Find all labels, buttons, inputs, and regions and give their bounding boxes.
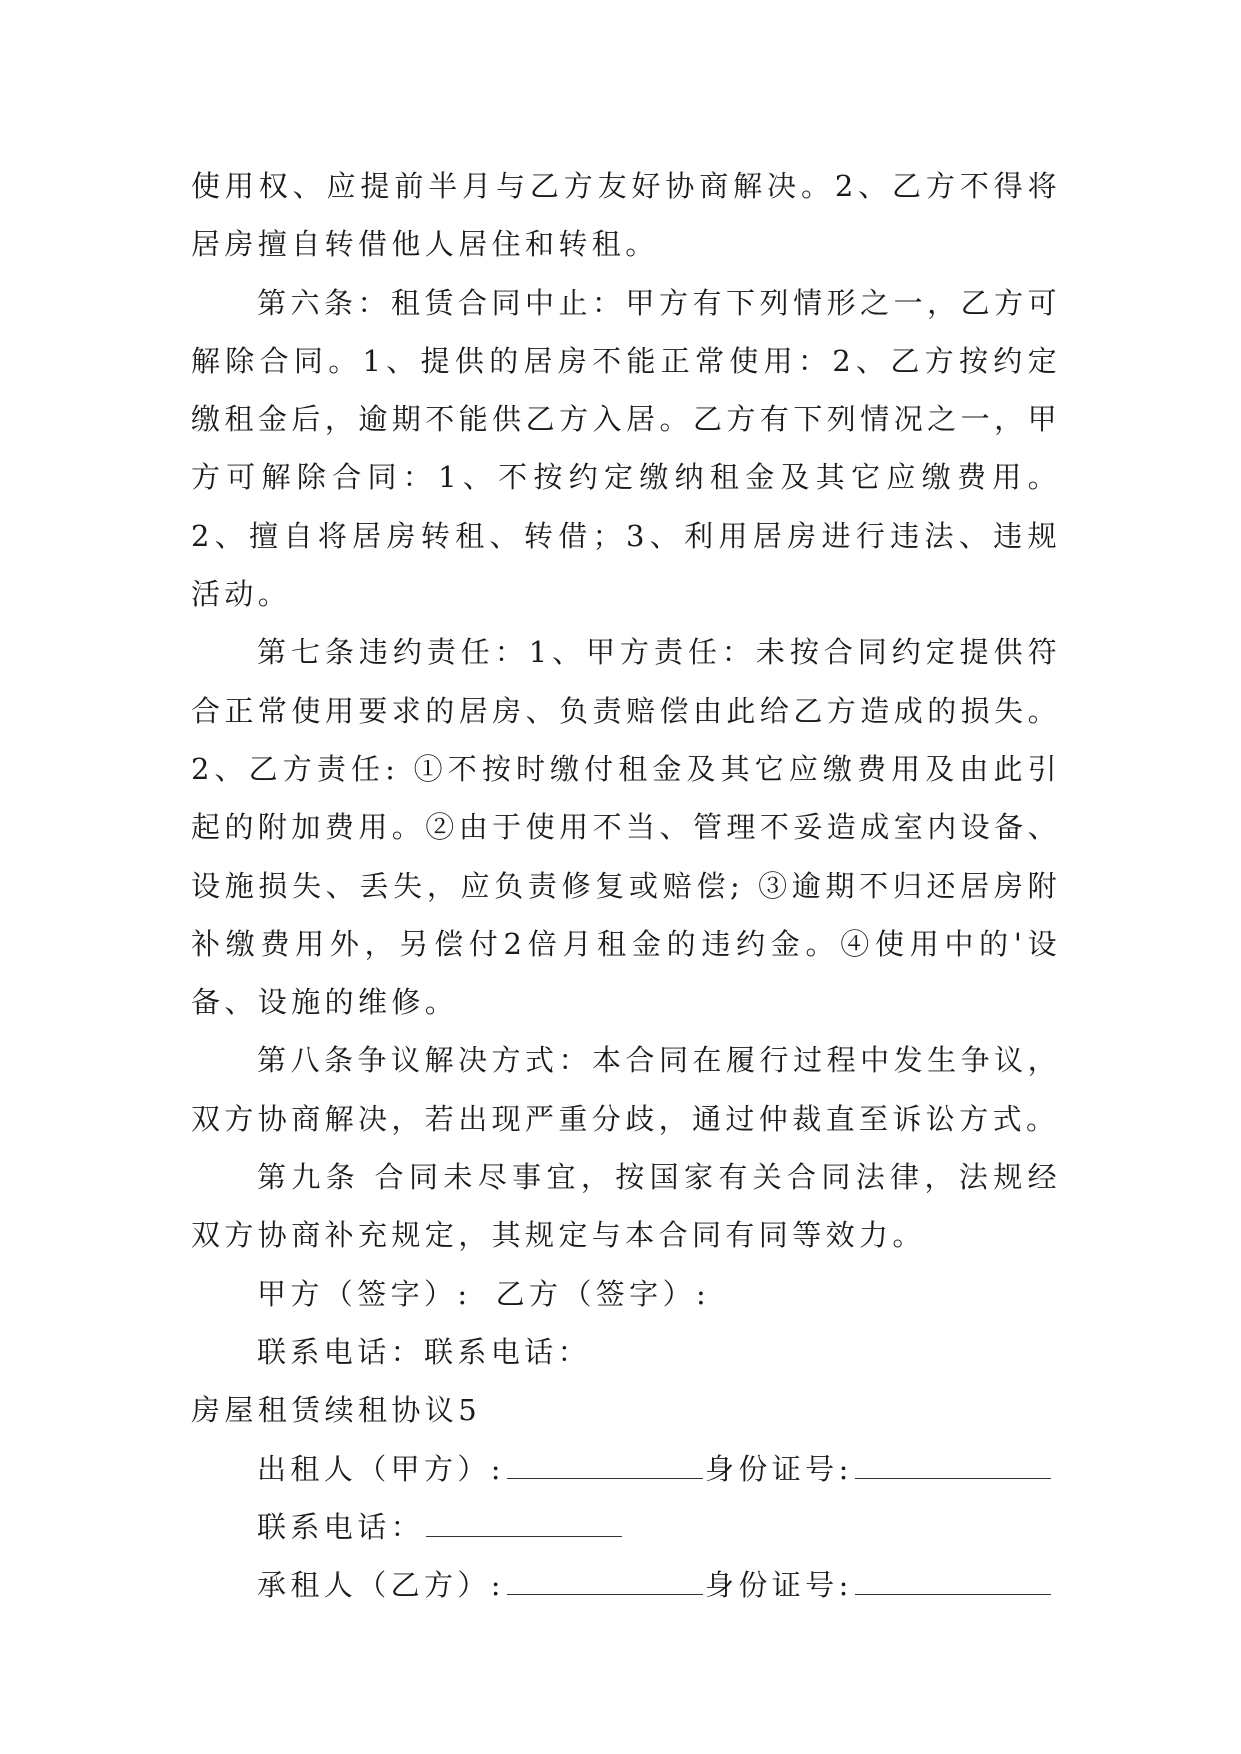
signature-line: [191, 1265, 1061, 1323]
paragraph-use-rights: 使用权、应提前半月与乙方友好协商解决。2、乙方不得将居房擅自转借他人居住和转租。: [191, 169, 1061, 262]
lessee-name-blank[interactable]: [507, 1574, 703, 1595]
lessor-phone-label: 联系电话：: [257, 1509, 425, 1544]
lessor-name-blank[interactable]: [507, 1458, 703, 1479]
party-a-signature-label: 甲方（签字）:: [257, 1276, 472, 1311]
paragraph-article-9: 第九条 合同未尽事宜，按国家有关合同法律，法规经双方协商补充规定，其规定与本合同有同等效力。: [191, 1160, 1061, 1253]
lessee-id-blank[interactable]: [855, 1574, 1051, 1595]
lessor-id-label: 身份证号:: [704, 1451, 853, 1486]
lessor-id-blank[interactable]: [855, 1458, 1051, 1479]
lessee-row: [191, 1556, 1061, 1614]
paragraph-article-7: 第七条违约责任：1、甲方责任：未按合同约定提供符合正常使用要求的居房、负责赔偿由此给乙方造成的损失。2、乙方责任: ①不按时缴付租金及其它应缴费用及由此引起的附加费用。②由于使用不当、管理不妥造成室内设备、设施损失、丢失，应负责修复或赔偿; ③逾期不归还居房附补缴费用外，另偿付2倍月租金的违约金。④使用中的'设备、设施的维修。: [191, 635, 1061, 1020]
lessee-label: 承租人（乙方）:: [257, 1568, 505, 1603]
party-b-signature-label: 乙方（签字）:: [495, 1276, 711, 1311]
party-b-phone-label: 联系电话：: [424, 1334, 592, 1369]
lessee-id-label: 身份证号:: [704, 1568, 853, 1603]
lessor-phone-blank[interactable]: [426, 1516, 622, 1537]
document-body: [191, 157, 1061, 1614]
lessor-label: 出租人（甲方）:: [257, 1451, 505, 1486]
party-a-phone-label: 联系电话：: [257, 1334, 425, 1369]
paragraph-article-6: 第六条：租赁合同中止：甲方有下列情形之一，乙方可解除合同。1、提供的居房不能正常使用：2、乙方按约定缴租金后，逾期不能供乙方入居。乙方有下列情况之一，甲方可解除合同：1、不按约定缴纳租金及其它应缴费用。2、擅自将居房转租、转借；3、利用居房进行违法、违规活动。: [191, 285, 1061, 612]
section-title: 房屋租赁续租协议5: [191, 1393, 482, 1428]
phone-line: [191, 1323, 1061, 1381]
paragraph-article-8: 第八条争议解决方式：本合同在履行过程中发生争议，双方协商解决，若出现严重分歧，通过仲裁直至诉讼方式。: [191, 1043, 1061, 1136]
lessor-row: [191, 1440, 1061, 1498]
lessor-phone-row: [191, 1498, 1061, 1556]
